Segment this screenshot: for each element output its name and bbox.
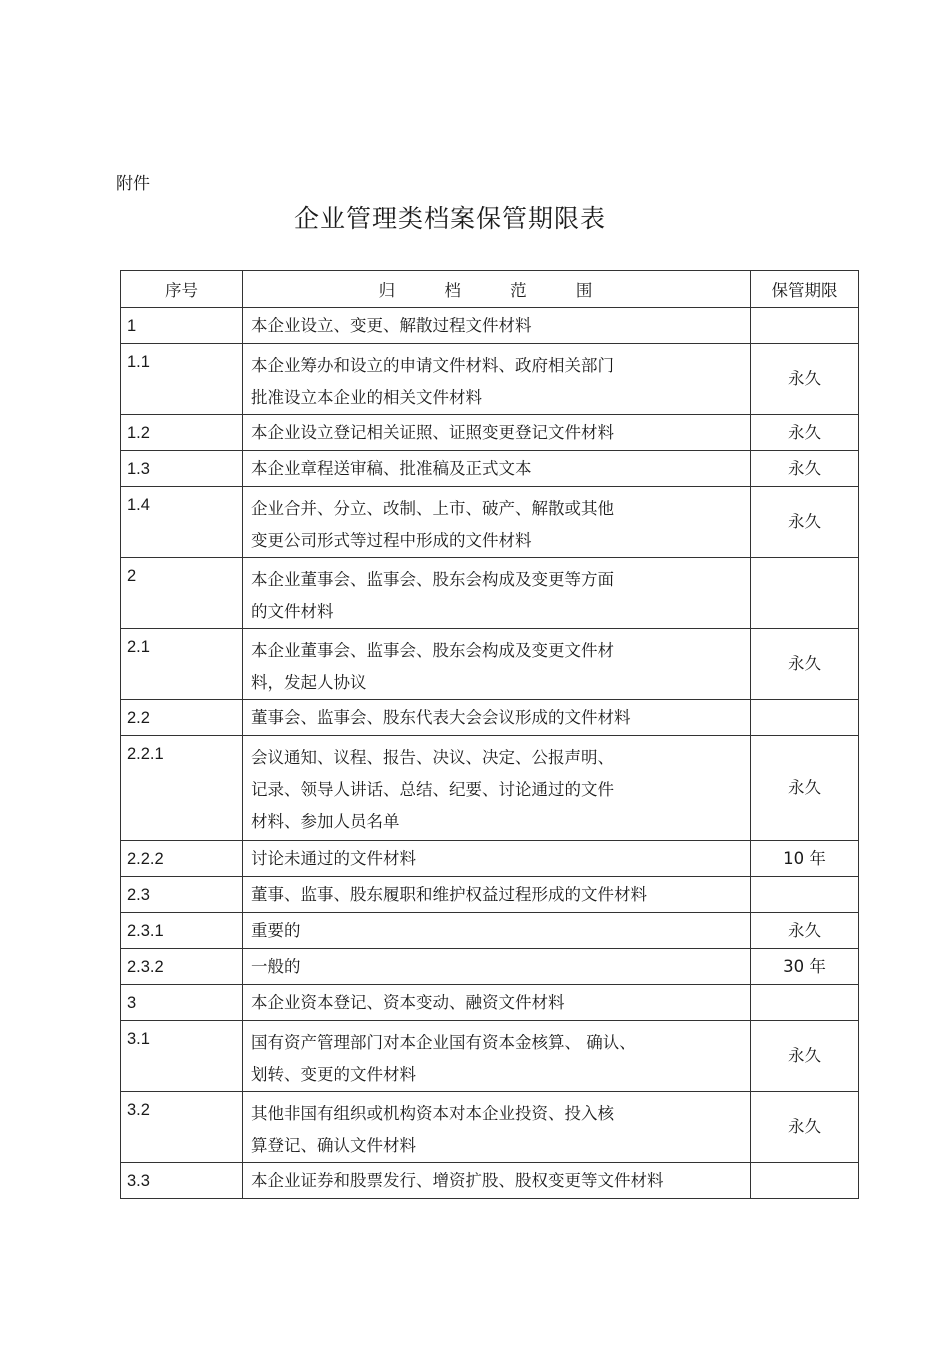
row-period: 永久 [751,487,859,558]
retention-table [120,270,859,1199]
row-number: 1.1 [121,344,243,415]
row-scope [243,344,751,415]
scope-line: 企业合并、分立、改制、上市、破产、解散或其他 [251,499,614,518]
row-period: 永久 [751,629,859,700]
scope-line: 董事、监事、股东履职和维护权益过程形成的文件材料 [251,885,647,904]
row-number: 3 [121,985,243,1021]
row-scope [243,415,751,451]
table-row [121,1092,859,1163]
row-number: 2.2.2 [121,841,243,877]
scope-line: 记录、领导人讲话、总结、纪要、讨论通过的文件 [251,780,614,799]
scope-line: 国有资产管理部门对本企业国有资本金核算、 确认、 [251,1033,636,1052]
header-scope-label: 归 档 范 围 [378,281,615,300]
row-scope [243,629,751,700]
scope-line: 本企业证券和股票发行、增资扩股、股权变更等文件材料 [251,1171,664,1190]
scope-line: 其他非国有组织或机构资本对本企业投资、投入核 [251,1104,614,1123]
row-number: 1 [121,308,243,344]
row-period: 永久 [751,913,859,949]
table-row [121,877,859,913]
row-number: 2.1 [121,629,243,700]
scope-line: 本企业董事会、监事会、股东会构成及变更文件材 [251,641,614,660]
row-period: 永久 [751,1021,859,1092]
scope-line: 本企业董事会、监事会、股东会构成及变更等方面 [251,570,614,589]
scope-line: 材料、参加人员名单 [251,812,400,831]
scope-line: 本企业设立登记相关证照、证照变更登记文件材料 [251,423,614,442]
scope-line: 批准设立本企业的相关文件材料 [251,388,482,407]
row-period: 永久 [751,1092,859,1163]
attachment-label: 附件 [116,174,150,194]
row-number: 3.3 [121,1163,243,1199]
table-row [121,700,859,736]
table-row [121,487,859,558]
row-number: 2.2 [121,700,243,736]
row-scope [243,308,751,344]
row-number: 1.4 [121,487,243,558]
header-no: 序号 [121,271,243,308]
table-row [121,629,859,700]
document-title: 企业管理类档案保管期限表 [293,204,606,233]
row-scope [243,985,751,1021]
row-period [751,877,859,913]
table-row [121,913,859,949]
row-number: 1.3 [121,451,243,487]
row-number: 2.3.2 [121,949,243,985]
row-scope [243,736,751,841]
scope-line: 本企业章程送审稿、批准稿及正式文本 [251,459,532,478]
row-period: 永久 [751,344,859,415]
row-scope [243,700,751,736]
scope-line: 重要的 [251,921,301,940]
table-row [121,558,859,629]
row-number: 3.1 [121,1021,243,1092]
table-header-row [121,271,859,308]
row-period [751,700,859,736]
scope-line: 会议通知、议程、报告、决议、决定、公报声明、 [251,748,614,767]
table-row [121,841,859,877]
row-scope [243,451,751,487]
table-body [121,308,859,1199]
row-period: 永久 [751,736,859,841]
scope-line: 料，发起人协议 [251,673,367,692]
row-scope [243,1021,751,1092]
row-period [751,558,859,629]
row-number: 2.3.1 [121,913,243,949]
table-row [121,736,859,841]
table-row [121,415,859,451]
row-scope [243,558,751,629]
row-scope [243,949,751,985]
scope-line: 董事会、监事会、股东代表大会会议形成的文件材料 [251,708,631,727]
scope-line: 一般的 [251,957,301,976]
row-period: 永久 [751,451,859,487]
table-row [121,985,859,1021]
row-scope [243,877,751,913]
table-row [121,1021,859,1092]
row-period [751,1163,859,1199]
scope-line: 本企业筹办和设立的申请文件材料、政府相关部门 [251,356,614,375]
row-scope [243,487,751,558]
row-number: 1.2 [121,415,243,451]
row-period [751,308,859,344]
row-period: 30 年 [751,949,859,985]
table-row [121,451,859,487]
row-number: 2.3 [121,877,243,913]
scope-line: 划转、变更的文件材料 [251,1065,416,1084]
row-scope [243,1163,751,1199]
row-scope [243,913,751,949]
table-row [121,344,859,415]
row-period [751,985,859,1021]
row-scope [243,1092,751,1163]
scope-line: 算登记、确认文件材料 [251,1136,416,1155]
scope-line: 的文件材料 [251,602,334,621]
row-number: 3.2 [121,1092,243,1163]
header-period: 保管期限 [751,271,859,308]
row-period: 10 年 [751,841,859,877]
table-row [121,949,859,985]
row-scope [243,841,751,877]
header-scope [243,271,751,308]
scope-line: 本企业设立、变更、解散过程文件材料 [251,316,532,335]
row-period: 永久 [751,415,859,451]
scope-line: 变更公司形式等过程中形成的文件材料 [251,531,532,550]
table-row [121,1163,859,1199]
row-number: 2 [121,558,243,629]
scope-line: 讨论未通过的文件材料 [251,849,416,868]
scope-line: 本企业资本登记、资本变动、融资文件材料 [251,993,565,1012]
row-number: 2.2.1 [121,736,243,841]
table-row [121,308,859,344]
